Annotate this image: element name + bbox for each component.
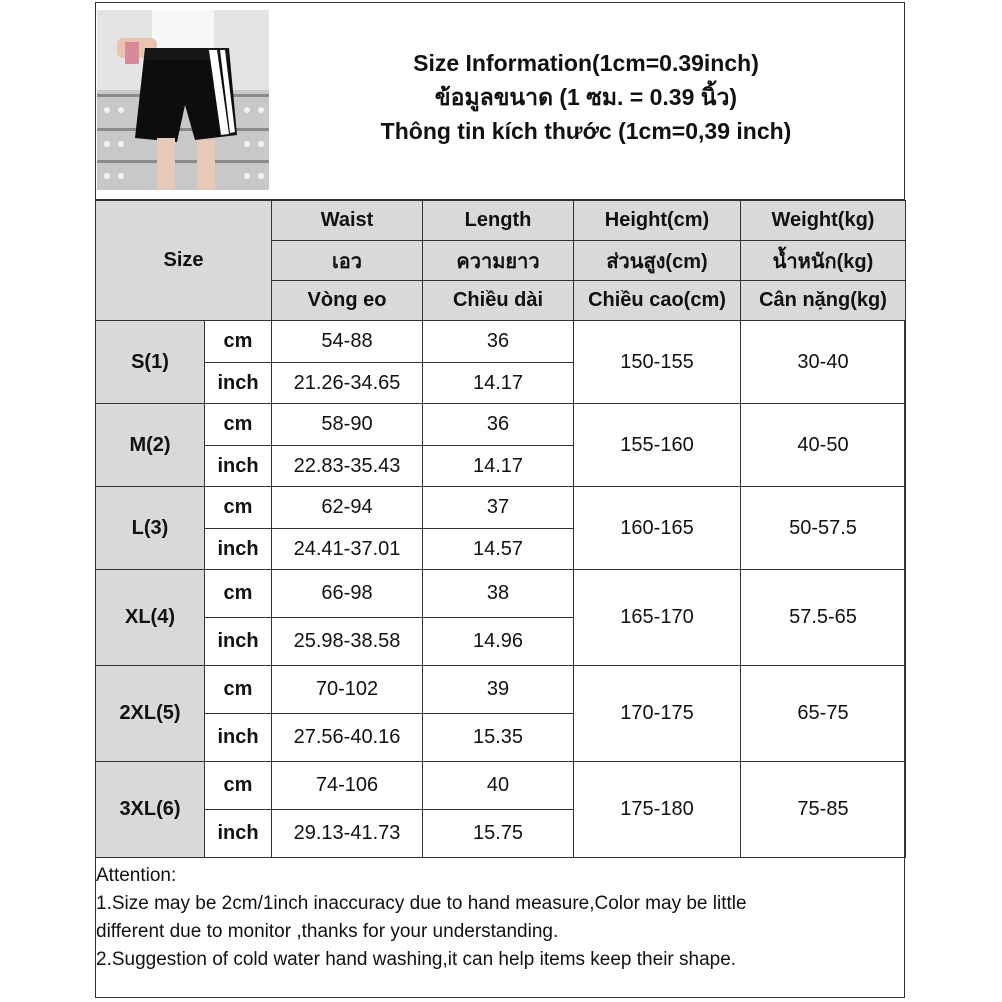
header-length-vi: Chiều dài — [423, 281, 574, 321]
unit-inch: inch — [205, 810, 272, 858]
attention-line-2: different due to monitor ,thanks for your understanding. — [96, 921, 559, 942]
waist-inch: 24.41-37.01 — [272, 529, 423, 570]
length-cm: 36 — [423, 404, 574, 446]
attention-line-3: 2.Suggestion of cold water hand washing,it can help items keep their shape. — [96, 949, 737, 970]
unit-cm: cm — [205, 321, 272, 363]
unit-inch: inch — [205, 618, 272, 666]
header-weight-en: Weight(kg) — [741, 201, 906, 241]
weight-range: 57.5-65 — [741, 570, 906, 666]
waist-inch: 25.98-38.58 — [272, 618, 423, 666]
size-table — [95, 200, 906, 858]
weight-range: 40-50 — [741, 404, 906, 487]
header-length-en: Length — [423, 201, 574, 241]
unit-inch: inch — [205, 446, 272, 487]
length-inch: 14.96 — [423, 618, 574, 666]
waist-cm: 62-94 — [272, 487, 423, 529]
length-cm: 36 — [423, 321, 574, 363]
weight-range: 75-85 — [741, 762, 906, 858]
weight-range: 50-57.5 — [741, 487, 906, 570]
title-block — [271, 46, 901, 148]
header-length-th: ความยาว — [423, 241, 574, 281]
attention-heading: Attention: — [96, 865, 177, 886]
product-photo — [97, 10, 269, 190]
length-cm: 39 — [423, 666, 574, 714]
header-height-th: ส่วนสูง(cm) — [574, 241, 741, 281]
height-range: 160-165 — [574, 487, 741, 570]
size-label: L(3) — [96, 487, 205, 570]
size-label: 3XL(6) — [96, 762, 205, 858]
header-height-en: Height(cm) — [574, 201, 741, 241]
waist-inch: 22.83-35.43 — [272, 446, 423, 487]
length-inch: 15.35 — [423, 714, 574, 762]
header-weight-vi: Cân nặng(kg) — [741, 281, 906, 321]
header-waist-en: Waist — [272, 201, 423, 241]
size-label: 2XL(5) — [96, 666, 205, 762]
length-cm: 40 — [423, 762, 574, 810]
attention-line-1: 1.Size may be 2cm/1inch inaccuracy due to hand measure,Color may be little — [96, 893, 747, 914]
unit-inch: inch — [205, 529, 272, 570]
header-waist-vi: Vòng eo — [272, 281, 423, 321]
unit-cm: cm — [205, 666, 272, 714]
size-label: M(2) — [96, 404, 205, 487]
height-range: 170-175 — [574, 666, 741, 762]
unit-cm: cm — [205, 404, 272, 446]
header-section — [95, 2, 905, 200]
waist-cm: 74-106 — [272, 762, 423, 810]
waist-inch: 27.56-40.16 — [272, 714, 423, 762]
header-waist-th: เอว — [272, 241, 423, 281]
length-inch: 15.75 — [423, 810, 574, 858]
height-range: 155-160 — [574, 404, 741, 487]
title-thai: ข้อมูลขนาด (1 ซม. = 0.39 นิ้ว) — [434, 84, 738, 110]
weight-range: 65-75 — [741, 666, 906, 762]
size-header: Size — [96, 201, 272, 321]
length-inch: 14.17 — [423, 446, 574, 487]
waist-cm: 58-90 — [272, 404, 423, 446]
unit-cm: cm — [205, 570, 272, 618]
weight-range: 30-40 — [741, 321, 906, 404]
waist-inch: 29.13-41.73 — [272, 810, 423, 858]
header-weight-th: น้ำหนัก(kg) — [741, 241, 906, 281]
product-photo-shorts-icon — [97, 10, 269, 190]
waist-cm: 54-88 — [272, 321, 423, 363]
unit-cm: cm — [205, 487, 272, 529]
waist-cm: 66-98 — [272, 570, 423, 618]
length-cm: 38 — [423, 570, 574, 618]
waist-cm: 70-102 — [272, 666, 423, 714]
length-cm: 37 — [423, 487, 574, 529]
length-inch: 14.17 — [423, 363, 574, 404]
header-height-vi: Chiều cao(cm) — [574, 281, 741, 321]
waist-inch: 21.26-34.65 — [272, 363, 423, 404]
size-label: S(1) — [96, 321, 205, 404]
unit-inch: inch — [205, 363, 272, 404]
title-english: Size Information(1cm=0.39inch) — [413, 50, 759, 76]
length-inch: 14.57 — [423, 529, 574, 570]
attention-notes — [96, 862, 902, 974]
unit-cm: cm — [205, 762, 272, 810]
title-vietnamese: Thông tin kích thước (1cm=0,39 inch) — [380, 118, 792, 144]
unit-inch: inch — [205, 714, 272, 762]
height-range: 175-180 — [574, 762, 741, 858]
size-label: XL(4) — [96, 570, 205, 666]
height-range: 165-170 — [574, 570, 741, 666]
height-range: 150-155 — [574, 321, 741, 404]
